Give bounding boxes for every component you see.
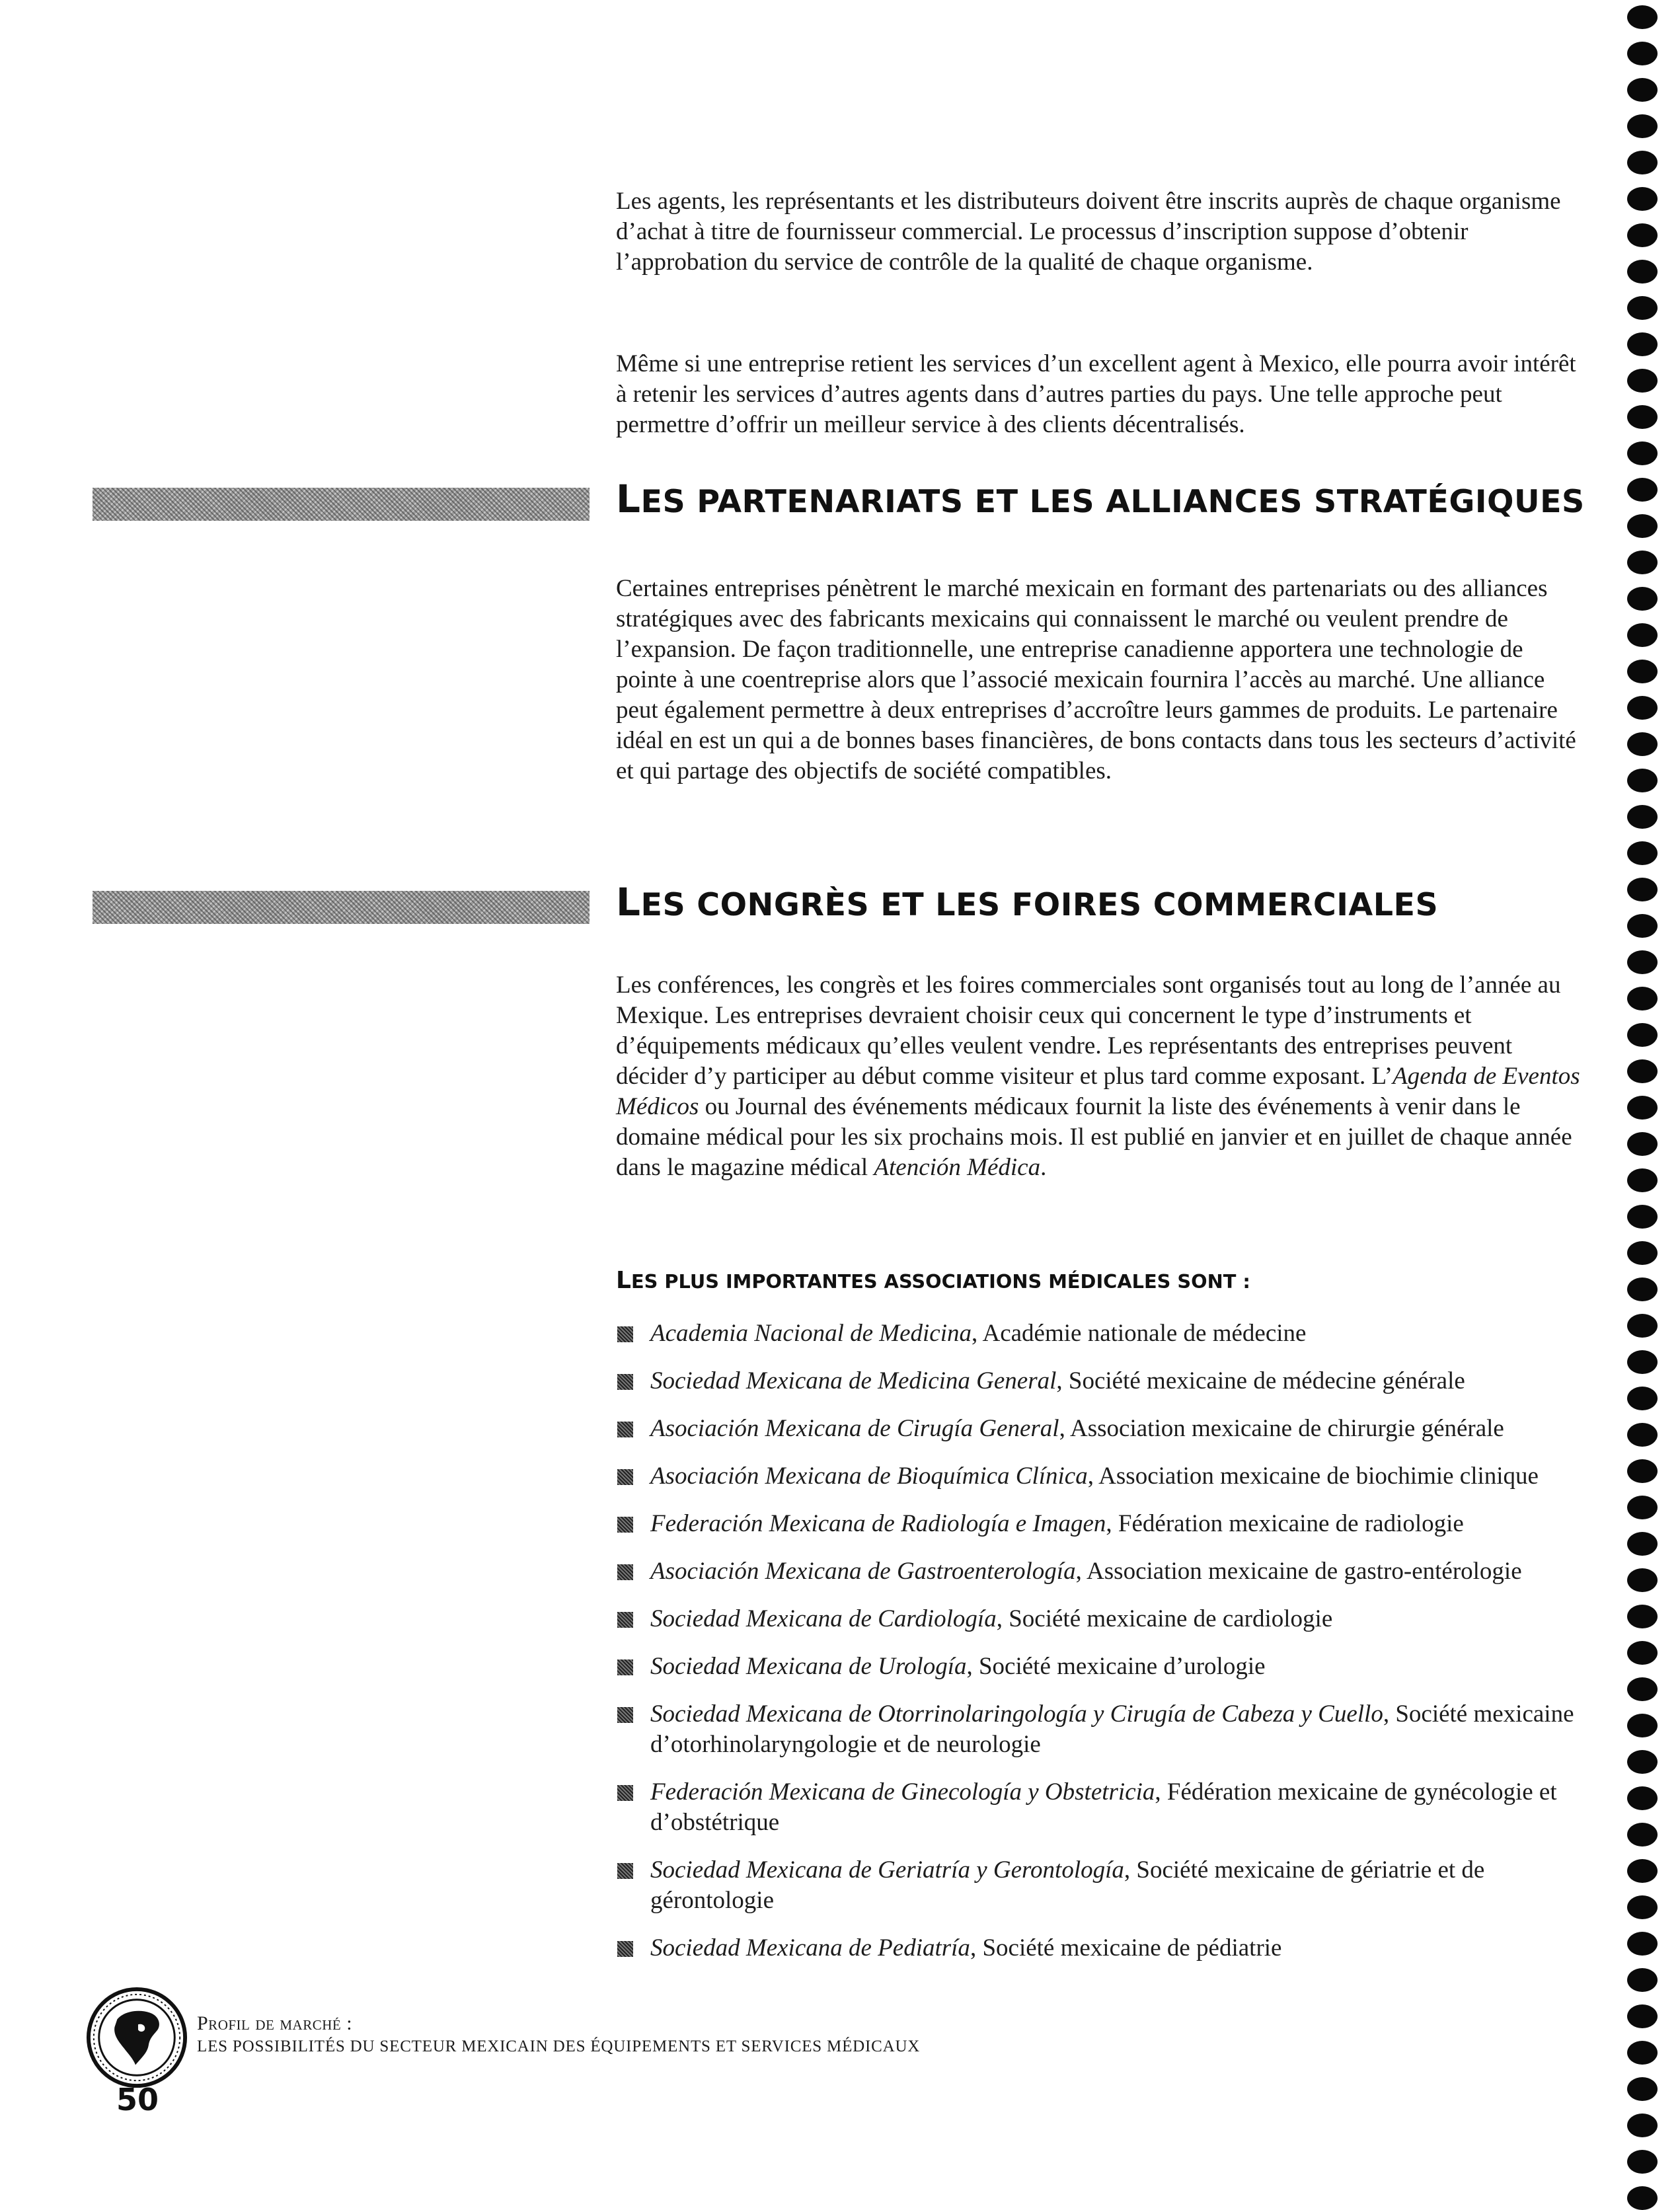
binder-hole bbox=[1627, 296, 1658, 320]
list-item: Sociedad Mexicana de Otorrinolaringología y Cirugía de Cabeza y Cuello, Société mexicaine d’otorhinolaryngologie et de neurologie bbox=[616, 1699, 1594, 1760]
square-bullet-icon bbox=[617, 1659, 633, 1675]
square-bullet-icon bbox=[617, 1941, 633, 1957]
square-bullet-icon bbox=[617, 1517, 633, 1533]
binder-hole bbox=[1627, 1568, 1658, 1592]
binder-hole bbox=[1627, 1605, 1658, 1628]
square-bullet-icon bbox=[617, 1326, 633, 1342]
list-item: Academia Nacional de Medicina, Académie nationale de médecine bbox=[616, 1318, 1594, 1349]
binder-hole bbox=[1627, 1350, 1658, 1374]
binder-hole bbox=[1627, 2004, 1658, 2028]
binder-hole bbox=[1627, 1677, 1658, 1701]
square-bullet-icon bbox=[617, 1612, 633, 1628]
binder-hole bbox=[1627, 551, 1658, 574]
section-bar-partenariats bbox=[93, 488, 590, 521]
list-item: Sociedad Mexicana de Urología, Société mexicaine d’urologie bbox=[616, 1652, 1594, 1682]
list-item: Federación Mexicana de Ginecología y Obstetricia, Fédération mexicaine de gynécologie et d’obstétrique bbox=[616, 1777, 1594, 1838]
binder-hole bbox=[1627, 114, 1658, 138]
binder-holes bbox=[1627, 0, 1667, 2200]
binder-hole bbox=[1627, 1714, 1658, 1737]
list-item: Sociedad Mexicana de Medicina General, Société mexicaine de médecine générale bbox=[616, 1366, 1594, 1396]
binder-hole bbox=[1627, 696, 1658, 720]
binder-hole bbox=[1627, 405, 1658, 429]
binder-hole bbox=[1627, 1241, 1658, 1265]
square-bullet-icon bbox=[617, 1469, 633, 1485]
binder-hole bbox=[1627, 878, 1658, 901]
binder-hole bbox=[1627, 42, 1658, 65]
list-item: Asociación Mexicana de Cirugía General, Association mexicaine de chirurgie générale bbox=[616, 1414, 1594, 1444]
binder-hole bbox=[1627, 2114, 1658, 2137]
binder-hole bbox=[1627, 78, 1658, 102]
binder-hole bbox=[1627, 1968, 1658, 1992]
binder-hole bbox=[1627, 1496, 1658, 1519]
square-bullet-icon bbox=[617, 1785, 633, 1801]
square-bullet-icon bbox=[617, 1707, 633, 1723]
binder-hole bbox=[1627, 260, 1658, 284]
heading-congres: LES CONGRÈS ET LES FOIRES COMMERCIALES bbox=[616, 880, 1439, 925]
binder-hole bbox=[1627, 1205, 1658, 1229]
binder-hole bbox=[1627, 660, 1658, 683]
binder-hole bbox=[1627, 623, 1658, 647]
binder-hole bbox=[1627, 151, 1658, 174]
binder-hole bbox=[1627, 1023, 1658, 1047]
binder-hole bbox=[1627, 1859, 1658, 1883]
binder-hole bbox=[1627, 2186, 1658, 2210]
binder-hole bbox=[1627, 1132, 1658, 1156]
binder-hole bbox=[1627, 1823, 1658, 1847]
binder-hole bbox=[1627, 1168, 1658, 1192]
list-item: Sociedad Mexicana de Pediatría, Société mexicaine de pédiatrie bbox=[616, 1933, 1594, 1963]
paragraph-partenariats: Certaines entreprises pénètrent le marché mexicain en formant des partenariats ou des alliances stratégiques avec des fabricants mexicains qui connaissent le marché ou veulent prendre de l’expansion. De façon traditionnelle, une entreprise canadienne apportera une technologie de pointe à une coentreprise alors que l’associé mexicain fournira l’accès au marché. Une alliance peut également permettre à deux entreprises d’accroître leurs gammes de produits. Le partenaire idéal en est un qui a de bonnes bases financières, de bons contacts dans tous les secteurs d’activité et qui partage des objectifs de société compatibles. bbox=[616, 575, 1576, 784]
binder-hole bbox=[1627, 1423, 1658, 1447]
square-bullet-icon bbox=[617, 1863, 633, 1879]
paragraph-congres: Les conférences, les congrès et les foires commerciales sont organisés tout au long de l’année au Mexique. Les entreprises devraient choisir ceux qui concernent le type d’instruments et d’équipements médicaux qu’elles veulent vendre. Les représentants des entreprises peuvent décider d’y participer au début comme visiteur et plus tard comme exposant. L’Agenda de Eventos Médicos ou Journal des événements médicaux fournit la liste des événements à venir dans le domaine médical pour les six prochains mois. Il est publié en janvier et en juillet de chaque année dans le magazine médical Atención Médica. bbox=[616, 972, 1580, 1181]
binder-hole bbox=[1627, 5, 1658, 29]
list-item: Asociación Mexicana de Gastroenterología, Association mexicaine de gastro-entérologie bbox=[616, 1556, 1594, 1587]
binder-hole bbox=[1627, 223, 1658, 247]
page-number: 50 bbox=[116, 2082, 159, 2117]
binder-hole bbox=[1627, 841, 1658, 865]
binder-hole bbox=[1627, 2041, 1658, 2065]
binder-hole bbox=[1627, 514, 1658, 538]
list-item: Federación Mexicana de Radiología e Imagen, Fédération mexicaine de radiologie bbox=[616, 1509, 1594, 1539]
binder-hole bbox=[1627, 1532, 1658, 1556]
binder-hole bbox=[1627, 1314, 1658, 1338]
square-bullet-icon bbox=[617, 1422, 633, 1437]
section-bar-congres bbox=[93, 891, 590, 924]
binder-hole bbox=[1627, 805, 1658, 829]
binder-hole bbox=[1627, 1096, 1658, 1120]
footer-subtitle: LES POSSIBILITÉS DU SECTEUR MEXICAIN DES ÉQUIPEMENTS ET SERVICES MÉDICAUX bbox=[197, 2038, 921, 2055]
north-america-globe-logo-icon bbox=[85, 1985, 189, 2090]
binder-hole bbox=[1627, 369, 1658, 393]
binder-hole bbox=[1627, 950, 1658, 974]
intro-paragraph-1: Les agents, les représentants et les distributeurs doivent être inscrits auprès de chaque organisme d’achat à titre de fournisseur commercial. Le processus d’inscription suppose d’obtenir l’approbation du service de contrôle de la qualité de chaque organisme. bbox=[616, 188, 1561, 276]
associations-heading: LES PLUS IMPORTANTES ASSOCIATIONS MÉDICALES SONT : bbox=[616, 1267, 1250, 1294]
binder-hole bbox=[1627, 732, 1658, 756]
binder-hole bbox=[1627, 478, 1658, 502]
binder-hole bbox=[1627, 1059, 1658, 1083]
binder-hole bbox=[1627, 1895, 1658, 1919]
binder-hole bbox=[1627, 1932, 1658, 1956]
intro-paragraph-2: Même si une entreprise retient les services d’un excellent agent à Mexico, elle pourra avoir intérêt à retenir les services d’autres agents dans d’autres parties du pays. Une telle approche peut permettre d’offrir un meilleur service à des clients décentralisés. bbox=[616, 350, 1576, 438]
binder-hole bbox=[1627, 769, 1658, 792]
binder-hole bbox=[1627, 1750, 1658, 1774]
binder-hole bbox=[1627, 1277, 1658, 1301]
binder-hole bbox=[1627, 1387, 1658, 1410]
associations-list bbox=[616, 1318, 1594, 1963]
binder-hole bbox=[1627, 441, 1658, 465]
binder-hole bbox=[1627, 914, 1658, 938]
binder-hole bbox=[1627, 987, 1658, 1010]
agenda-title: Agenda de Eventos Médicos bbox=[616, 1063, 1580, 1120]
square-bullet-icon bbox=[617, 1374, 633, 1390]
list-item: Sociedad Mexicana de Geriatría y Gerontología, Société mexicaine de gériatrie et de gérontologie bbox=[616, 1855, 1594, 1916]
binder-hole bbox=[1627, 587, 1658, 611]
binder-hole bbox=[1627, 332, 1658, 356]
binder-hole bbox=[1627, 187, 1658, 211]
binder-hole bbox=[1627, 2077, 1658, 2101]
binder-hole bbox=[1627, 1641, 1658, 1665]
magazine-title: Atención Médica bbox=[874, 1154, 1041, 1181]
square-bullet-icon bbox=[617, 1564, 633, 1580]
binder-hole bbox=[1627, 2150, 1658, 2174]
binder-hole bbox=[1627, 1459, 1658, 1483]
footer-title: Profil de marché : bbox=[197, 2012, 353, 2034]
list-item: Sociedad Mexicana de Cardiología, Société mexicaine de cardiologie bbox=[616, 1604, 1594, 1634]
heading-partenariats: LES PARTENARIATS ET LES ALLIANCES STRATÉGIQUES bbox=[616, 476, 1585, 521]
list-item: Asociación Mexicana de Bioquímica Clínica, Association mexicaine de biochimie clinique bbox=[616, 1461, 1594, 1492]
binder-hole bbox=[1627, 1786, 1658, 1810]
